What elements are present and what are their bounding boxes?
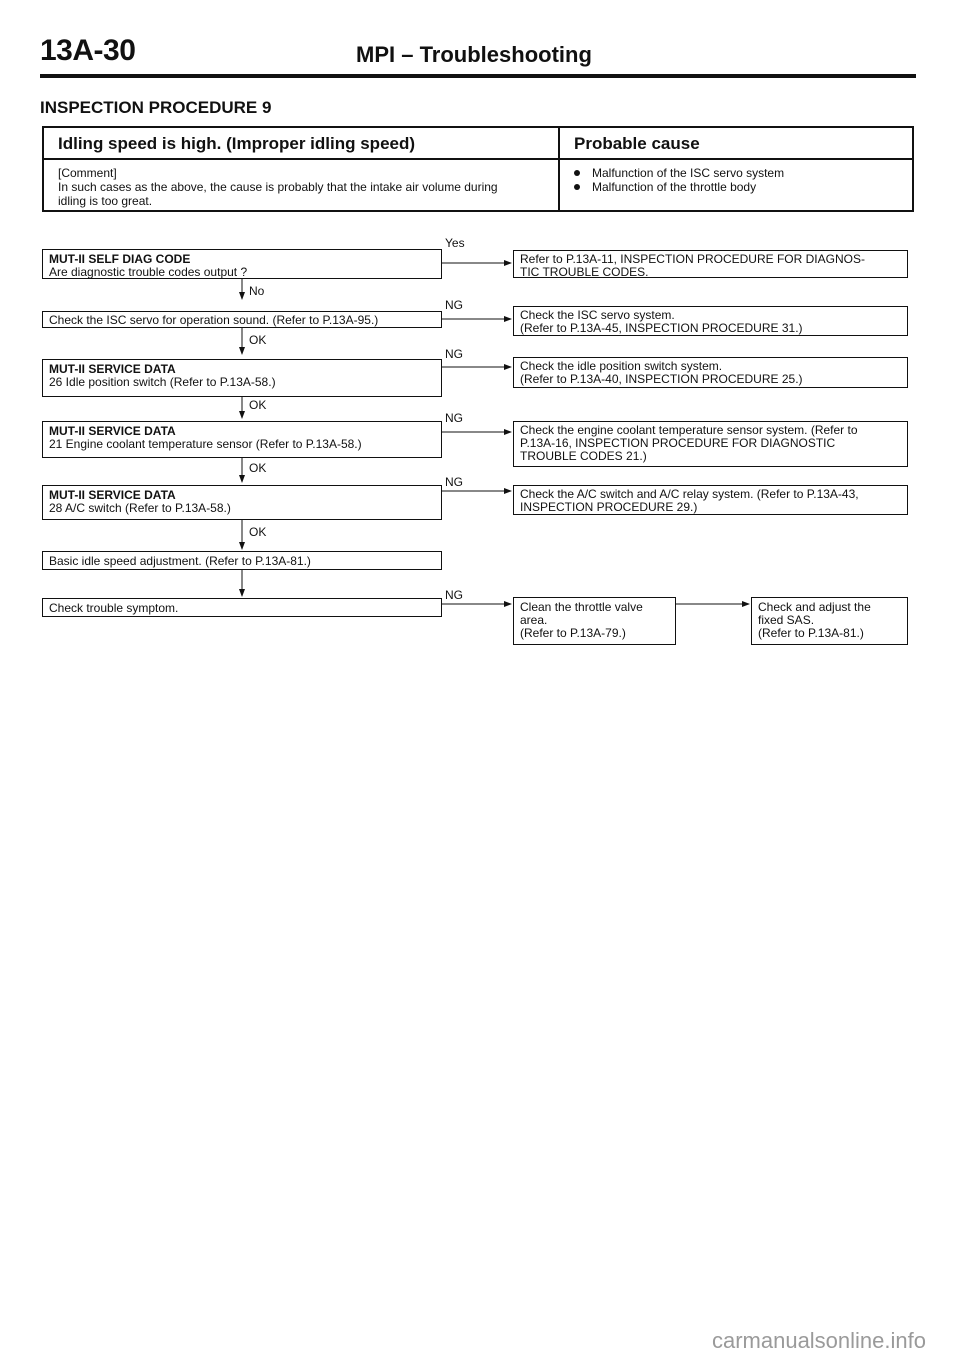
action-box-isc-servo [513, 306, 908, 336]
branch-label-ng: NG [445, 588, 463, 602]
action-box-coolant-sensor [513, 421, 908, 467]
action-text: Check and adjust the [758, 600, 871, 614]
page-number: 13A-30 [40, 34, 136, 67]
branch-label-ng: NG [445, 411, 463, 425]
cause-text: Malfunction of the throttle body [592, 180, 757, 194]
step-heading: MUT-II SERVICE DATA [49, 362, 176, 376]
action-box-idle-position [513, 357, 908, 388]
step-text: Are diagnostic trouble codes output ? [49, 265, 248, 279]
action-text: (Refer to P.13A-79.) [520, 626, 626, 640]
action-box-diag-codes [513, 250, 908, 278]
step-text: 28 A/C switch (Refer to P.13A-58.) [49, 501, 231, 515]
action-text: (Refer to P.13A-45, INSPECTION PROCEDURE 31.) [520, 321, 803, 335]
step-heading: MUT-II SERVICE DATA [49, 424, 176, 438]
branch-label-no: No [249, 284, 265, 298]
action-text: (Refer to P.13A-40, INSPECTION PROCEDURE 25.) [520, 372, 803, 386]
step-text: Check trouble symptom. [49, 601, 179, 615]
step-box-idle-position-switch [42, 359, 442, 397]
footer-watermark: carmanualsonline.info [711, 1328, 926, 1353]
action-text: Check the A/C switch and A/C relay system. (Refer to P.13A-43, [520, 487, 859, 501]
branch-label-ng: NG [445, 298, 463, 312]
branch-label-ok: OK [249, 333, 267, 347]
step-text: 26 Idle position switch (Refer to P.13A-58.) [49, 375, 276, 389]
page-title: MPI – Troubleshooting [356, 42, 592, 67]
comment-text-1: In such cases as the above, the cause is probably that the intake air volume during [58, 180, 498, 194]
action-text: TROUBLE CODES 21.) [520, 449, 647, 463]
branch-label-ng: NG [445, 347, 463, 361]
step-text: Check the ISC servo for operation sound. (Refer to P.13A-95.) [49, 313, 379, 327]
step-heading: MUT-II SERVICE DATA [49, 488, 176, 502]
action-text: area. [520, 613, 548, 627]
procedure-title: INSPECTION PROCEDURE 9 [40, 98, 272, 117]
action-box-adjust-sas [751, 597, 908, 645]
probable-cause-title: Probable cause [574, 134, 700, 153]
action-box-clean-throttle [513, 597, 676, 645]
action-text: INSPECTION PROCEDURE 29.) [520, 500, 698, 514]
action-box-ac-switch [513, 485, 908, 515]
cause-text: Malfunction of the ISC servo system [592, 166, 785, 180]
branch-label-ok: OK [249, 398, 267, 412]
symptom-title: Idling speed is high. (Improper idling speed) [58, 134, 416, 153]
step-heading: MUT-II SELF DIAG CODE [49, 252, 191, 266]
action-text: TIC TROUBLE CODES. [520, 265, 649, 279]
comment-label: [Comment] [58, 166, 117, 180]
branch-label-ng: NG [445, 475, 463, 489]
action-text: Check the engine coolant temperature sensor system. (Refer to [520, 423, 858, 437]
comment-text-2: idling is too great. [58, 194, 153, 208]
action-text: P.13A-16, INSPECTION PROCEDURE FOR DIAGNOSTIC [520, 436, 836, 450]
step-text: Basic idle speed adjustment. (Refer to P.13A-81.) [49, 554, 311, 568]
action-text: Refer to P.13A-11, INSPECTION PROCEDURE FOR DIAGNOS- [520, 252, 865, 266]
action-text: Check the ISC servo system. [520, 308, 675, 322]
branch-label-ok: OK [249, 525, 267, 539]
step-box-ac-switch [42, 485, 442, 520]
step-box-check-symptom [42, 598, 442, 617]
action-text: Check the idle position switch system. [520, 359, 723, 373]
branch-label-yes: Yes [445, 236, 465, 250]
action-text: (Refer to P.13A-81.) [758, 626, 864, 640]
step-box-basic-idle-adjust [42, 551, 442, 570]
action-text: Clean the throttle valve [520, 600, 643, 614]
step-text: 21 Engine coolant temperature sensor (Refer to P.13A-58.) [49, 437, 362, 451]
branch-label-ok: OK [249, 461, 267, 475]
action-text: fixed SAS. [758, 613, 815, 627]
step-box-coolant-temp-sensor [42, 421, 442, 458]
step-box-isc-servo-sound [42, 311, 442, 328]
step-box-self-diag [42, 249, 442, 279]
